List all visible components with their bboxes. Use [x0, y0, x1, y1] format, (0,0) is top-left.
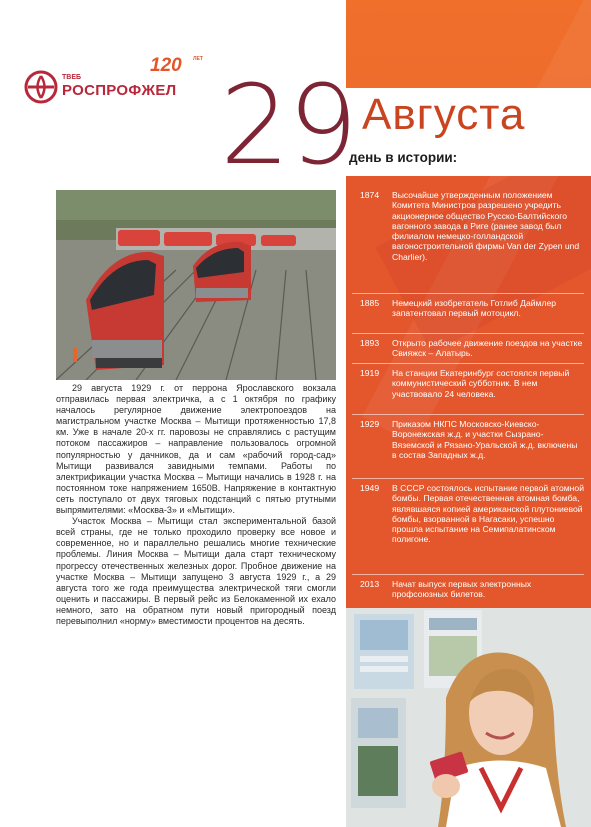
event-year: 1949 — [360, 483, 380, 493]
event-year: 1893 — [360, 338, 380, 348]
article-paragraph: Участок Москва – Мытищи стал экспериментальной базой всей страны, где не только проходило проверку все новое и современное, но и параллельно решались многие технические проблемы. Линия Москва – Мытищи дала старт техническому прогрессу отечественных железных дорог. Пробное движение на участке Москва – Мытищи запущено 3 августа 1929 г., а 29 августа того же года преимущества электрической тяги смогли оценить и пассажиры. В первый рейс из Белокаменной их ехало немного, зато на обратном пути новый пригородный поезд перевыполнил «норму» вместимости процентов на десять. — [56, 516, 336, 626]
event-divider — [352, 293, 584, 294]
article-paragraph: 29 августа 1929 г. от перрона Ярославского вокзала отправилась первая электричка, а с 1 октября по графику началось регулярное движение электропоездов на магистральном участке Москва – Мытищи протяженностью 17,8 км. Уже в начале 20-х гг. паровозы не справлялись с растущим потоком пассажиров – направление пользовалось огромной популярностью у дачников, да и сам «рабочий город-сад» Мытищи развивался завидными темпами. Работы по электрификации участка Москва – Мытищи начались в 1928 г. на постоянном токе напряжением 1650В. Напряжение в контактную сеть поступало от двух тяговых подстанций с пятью ртутными выпрямителями: «Москва-3» и «Мытищи». — [56, 383, 336, 516]
event-item — [352, 579, 584, 609]
event-item — [352, 368, 584, 419]
event-divider — [352, 478, 584, 479]
event-item — [352, 190, 584, 298]
event-divider — [352, 414, 584, 415]
event-text: На станции Екатеринбург состоялся первый коммунистический субботник. В нем участвовало 24 человека. — [392, 368, 570, 399]
event-year: 1929 — [360, 419, 380, 429]
event-item — [352, 483, 584, 579]
anniversary-years: ЛЕТ — [193, 56, 203, 62]
event-item — [352, 298, 584, 338]
event-text: Приказом НКПС Московско-Киевско-Воронежская ж.д. и участки Сызрано-Вяземской и Рязано-Уральской ж.д. включены в состав Западных ж.д. — [392, 419, 578, 460]
event-year: 1885 — [360, 298, 380, 308]
event-year: 2013 — [360, 579, 380, 589]
event-divider — [352, 574, 584, 575]
logo-small-text: ТВЕБ — [62, 74, 82, 81]
event-year: 1919 — [360, 368, 380, 378]
event-text: Начат выпуск первых электронных профсоюзных билетов. — [392, 579, 532, 600]
event-item — [352, 419, 584, 483]
event-divider — [352, 363, 584, 364]
month-title: Августа — [362, 90, 526, 139]
union-emblem-icon — [24, 70, 58, 104]
logo-name: РОСПРОФЖЕЛ — [62, 82, 177, 99]
article-body — [56, 383, 336, 627]
event-divider — [352, 333, 584, 334]
woman-with-card-photo — [346, 608, 591, 827]
train-photo — [56, 190, 336, 380]
rosprofzhel-logo — [22, 52, 222, 112]
day-number: 29 — [220, 61, 356, 189]
anniversary-number: 120 — [150, 55, 182, 76]
event-item — [352, 338, 584, 368]
section-subtitle: день в истории: — [349, 150, 458, 165]
event-text: В СССР состоялось испытание первой атомной бомбы. Первая отечественная атомная бомба, являвшаяся копией американской плутониевой бомбы, взорванной в Нагасаки, успешно прошла испытание на Семипалатинском полигоне. — [392, 483, 585, 545]
events-list — [352, 190, 584, 609]
event-year: 1874 — [360, 190, 380, 200]
event-text: Немецкий изобретатель Готлиб Даймлер запатентовал первый мотоцикл. — [392, 298, 557, 319]
event-text: Открыто рабочее движение поездов на участке Свияжск – Алатырь. — [392, 338, 583, 359]
event-text: Высочайше утвержденным положением Комитета Министров разрешено учредить акционерное общество Русско-Балтийского вагонного завода в Риге (ранее завод был филиалом немецко-голландской вагоностроительной фирмы Van der Zypen und Charlier). — [392, 190, 580, 262]
